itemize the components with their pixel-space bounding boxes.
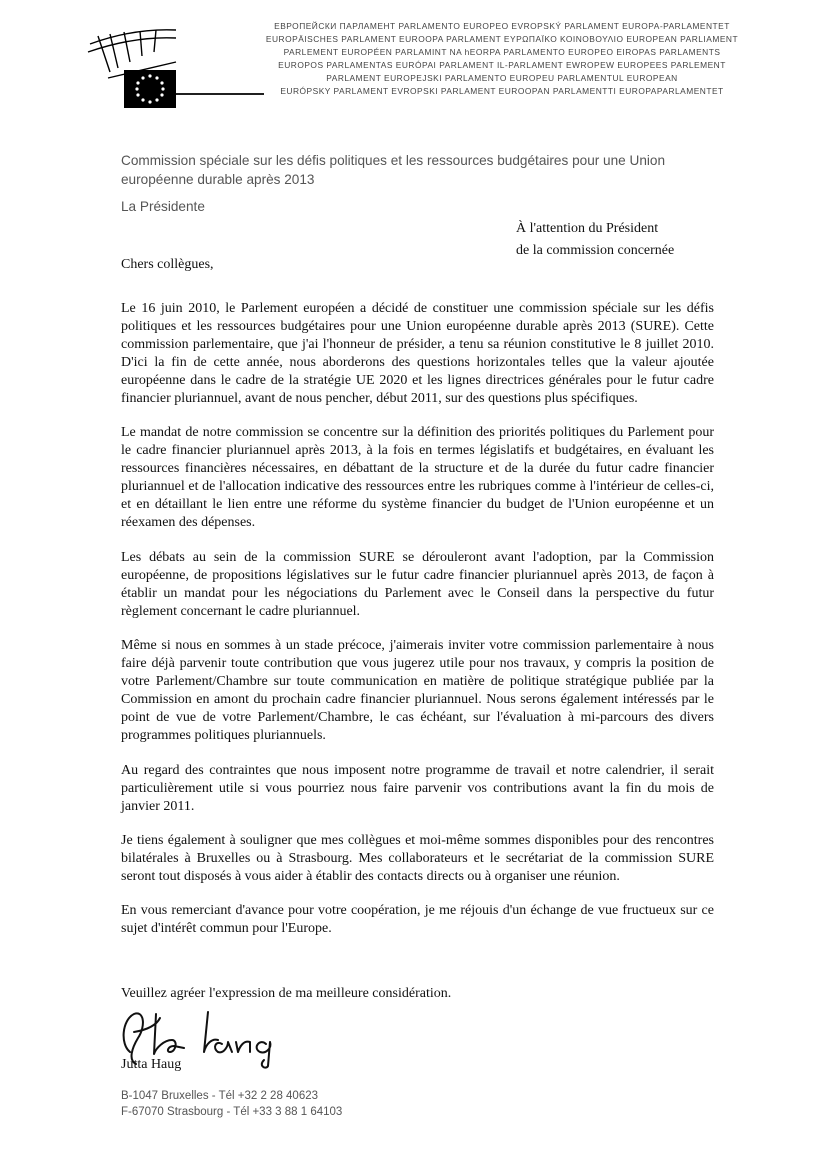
parliament-names-line: EUROPOS PARLAMENTAS EURÓPAI PARLAMENT IL-PARLAMENT EWROPEW EUROPEES PARLEMENT — [278, 60, 726, 70]
body-paragraph: Au regard des contraintes que nous imposent notre programme de travail et notre calendrier, il serait particulièrement utile si vous pourriez nous faire parvenir vos contributions avant la fin du mois de janvier 2011. — [121, 762, 714, 814]
closing-line: Veuillez agréer l'expression de ma meilleure considération. — [121, 986, 452, 1001]
recipient-line: de la commission concernée — [516, 243, 675, 258]
body-paragraph: Je tiens également à souligner que mes collègues et moi-même sommes disponibles pour des rencontres bilatérales à Bruxelles ou à Strasbourg. Mes collaborateurs et le secrétariat de la commission SURE seront tout disposés à vous aider à établir des contacts directs ou à organiser une réunion. — [121, 832, 714, 884]
committee-name: Commission spéciale sur les défis politiques et les ressources budgétaires pour une Union européenne durable après 2013 — [121, 153, 666, 187]
parliament-names-header — [222, 20, 782, 98]
body-paragraph: Même si nous en sommes à un stade précoce, j'aimerais inviter votre commission parlementaire à nous faire déjà parvenir toute contribution que vous jugerez utile pour nos travaux, y compris la position de votre Parlement/Chambre sur toute communication en matière de politique stratégique publiée par la Commission en amont du prochain cadre financier pluriannuel. Nous serons également intéressés par le point de vue de votre Parlement/Chambre, le cas échéant, sur l'évaluation à mi-parcours des divers programmes politiques pluriannuels. — [121, 638, 714, 744]
signer-name: Jutta Haug — [121, 1057, 182, 1072]
body-paragraph: Le mandat de notre commission se concentre sur la définition des priorités politiques du Parlement pour le cadre financier pluriannuel après 2013, à la fois en termes législatifs et budgétaires, en évaluant les ressources financières nécessaires, en débattant de la structure et de la durée du futur cadre financier pluriannuel et de l'allocation indicative des ressources entre les rubriques comme à l'intérieur de celles-ci, et en détaillant le lien entre une réforme du système financier du budget de l'Union européenne et un réexamen des dépenses. — [121, 425, 714, 531]
parliament-names-line: EUROPÄISCHES PARLAMENT EUROOPA PARLAMENT ΕΥΡΩΠΑΪΚΟ ΚΟΙΝΟΒΟΥΛΙΟ EUROPEAN PARLIAMENT — [265, 34, 739, 44]
letter-body — [121, 300, 714, 955]
body-paragraph: Le 16 juin 2010, le Parlement européen a décidé de constituer une commission spéciale sur les défis politiques et les ressources budgétaires pour une Union européenne durable après 2013 (SURE). Cette commission parlementaire, que j'ai l'honneur de présider, a tenu sa réunion constitutive le 8 juillet 2010. D'ici la fin de cette année, nous aborderons des questions horizontales telles que la valeur ajoutée européenne dans le cadre de la stratégie UE 2020 et les lignes directrices générales pour le futur cadre financier pluriannuel, avant de nous pencher, début 2011, sur des questions plus spécifiques. — [121, 301, 714, 406]
contact-address — [121, 1088, 342, 1120]
parliament-names-line: PARLEMENT EUROPÉEN PARLAMINT NA hEORPA PARLAMENTO EUROPEO EIROPAS PARLAMENTS — [283, 47, 721, 57]
body-paragraph: En vous remerciant d'avance pour votre coopération, je me réjouis d'un échange de vue fructueux sur ce sujet d'intérêt commun pour l'Europe. — [121, 903, 714, 937]
parliament-names-line: EURÓPSKY PARLAMENT EVROPSKI PARLAMENT EUROOPAN PARLAMENTTI EUROPAPARLAMENTET — [280, 86, 724, 96]
salutation: Chers collègues, — [121, 257, 214, 272]
recipient-block — [516, 218, 674, 262]
president-title: La Présidente — [121, 199, 205, 214]
address-line: B-1047 Bruxelles - Tél +32 2 28 40623 — [121, 1090, 319, 1102]
recipient-line: À l'attention du Président — [516, 221, 659, 236]
body-paragraph: Les débats au sein de la commission SURE se dérouleront avant l'adoption, par la Commission européenne, de propositions législatives sur le futur cadre financier pluriannuel après 2013, de façon à établir un mandat pour les négociations du Parlement avec le Conseil dans la perspective du futur règlement concernant le cadre pluriannuel. — [121, 549, 714, 619]
parliament-names-line: ЕВРОПЕЙСКИ ПАРЛАМЕНТ PARLAMENTO EUROPEO EVROPSKÝ PARLAMENT EUROPA-PARLAMENTET — [274, 21, 730, 31]
address-line: F-67070 Strasbourg - Tél +33 3 88 1 64103 — [121, 1106, 343, 1118]
parliament-names-line: PARLAMENT EUROPEJSKI PARLAMENTO EUROPEU PARLAMENTUL EUROPEAN — [326, 73, 678, 83]
